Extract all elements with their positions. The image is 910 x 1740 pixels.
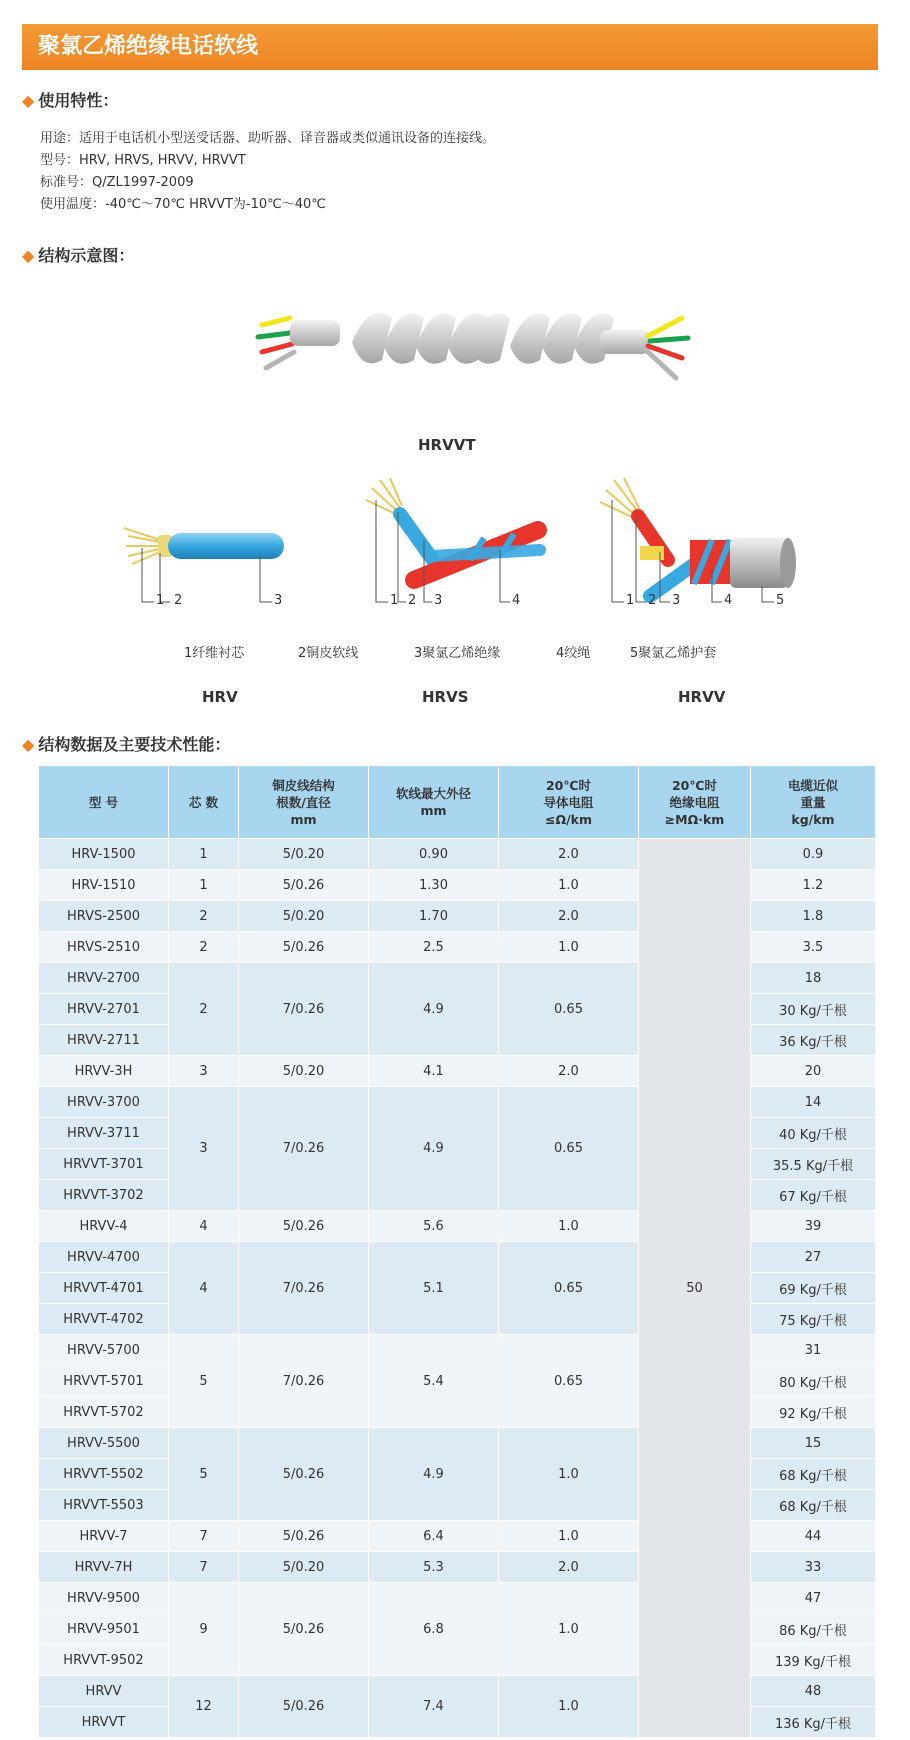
cell-cores: 2 <box>169 901 239 932</box>
cell-diameter: 4.9 <box>369 1087 499 1211</box>
col-structure-header: 铜皮线结构 根数/直径 mm <box>239 766 369 839</box>
callout-4: 4 <box>724 593 733 608</box>
cell-conductor-resistance: 2.0 <box>499 1552 639 1583</box>
cell-weight: 0.9 <box>751 839 876 870</box>
table-row <box>39 963 876 994</box>
cell-conductor-resistance: 1.0 <box>499 1521 639 1552</box>
spec-table-body <box>39 839 876 1738</box>
table-row <box>39 901 876 932</box>
cell-cores: 12 <box>169 1676 239 1738</box>
cell-conductor-resistance: 0.65 <box>499 1242 639 1335</box>
cell-insulation-resistance: 50 <box>639 839 751 1738</box>
cell-weight: 36 Kg/千根 <box>751 1025 876 1056</box>
cell-model: HRVVT-3702 <box>39 1180 169 1211</box>
cell-model: HRVV-3700 <box>39 1087 169 1118</box>
label-hrvv: HRVV <box>678 688 726 706</box>
cell-diameter: 4.1 <box>369 1056 499 1087</box>
table-row <box>39 1428 876 1459</box>
cell-weight: 33 <box>751 1552 876 1583</box>
cell-weight: 48 <box>751 1676 876 1707</box>
cell-cores: 1 <box>169 839 239 870</box>
table-row <box>39 839 876 870</box>
hrvvt-illustration <box>258 313 688 378</box>
label-hrv: HRV <box>202 688 238 706</box>
callout-2: 2 <box>648 593 657 608</box>
cell-structure: 5/0.26 <box>239 870 369 901</box>
legend-twisted-rope: 4绞绳 <box>556 646 591 661</box>
cell-weight: 30 Kg/千根 <box>751 994 876 1025</box>
legend-pvc-insulation: 3聚氯乙烯绝缘 <box>414 646 501 661</box>
diamond-icon: ◆ <box>22 246 35 265</box>
cell-model: HRVVT-5702 <box>39 1397 169 1428</box>
cell-diameter: 5.1 <box>369 1242 499 1335</box>
cell-cores: 3 <box>169 1056 239 1087</box>
cell-model: HRVS-2500 <box>39 901 169 932</box>
cell-weight: 68 Kg/千根 <box>751 1490 876 1521</box>
col-cores-header: 芯 数 <box>169 766 239 839</box>
cell-model: HRVV-2700 <box>39 963 169 994</box>
cell-model: HRVV-9501 <box>39 1614 169 1645</box>
cell-conductor-resistance: 0.65 <box>499 963 639 1056</box>
cell-weight: 92 Kg/千根 <box>751 1397 876 1428</box>
col-model-header: 型 号 <box>39 766 169 839</box>
spec-table <box>38 765 876 1738</box>
callout-4: 4 <box>512 593 521 608</box>
table-row <box>39 1335 876 1366</box>
cell-conductor-resistance: 2.0 <box>499 901 639 932</box>
features-heading-text: 使用特性： <box>38 91 119 110</box>
cell-structure: 5/0.20 <box>239 1552 369 1583</box>
cell-weight: 47 <box>751 1583 876 1614</box>
cell-structure: 5/0.26 <box>239 1583 369 1676</box>
cell-weight: 69 Kg/千根 <box>751 1273 876 1304</box>
cell-cores: 1 <box>169 870 239 901</box>
cell-model: HRVVT-4701 <box>39 1273 169 1304</box>
cell-model: HRVV-7 <box>39 1521 169 1552</box>
cell-structure: 7/0.26 <box>239 1087 369 1211</box>
cell-model: HRVVT <box>39 1707 169 1738</box>
cell-weight: 18 <box>751 963 876 994</box>
table-row <box>39 1521 876 1552</box>
cell-diameter: 0.90 <box>369 839 499 870</box>
table-row <box>39 1552 876 1583</box>
cell-weight: 3.5 <box>751 932 876 963</box>
col-diameter-header: 软线最大外径 mm <box>369 766 499 839</box>
cell-conductor-resistance: 2.0 <box>499 1056 639 1087</box>
callout-5: 5 <box>776 593 785 608</box>
cell-model: HRVVT-4702 <box>39 1304 169 1335</box>
cell-model: HRV-1500 <box>39 839 169 870</box>
cell-weight: 14 <box>751 1087 876 1118</box>
cell-structure: 7/0.26 <box>239 1335 369 1428</box>
cell-weight: 35.5 Kg/千根 <box>751 1149 876 1180</box>
cell-weight: 27 <box>751 1242 876 1273</box>
cell-model: HRVVT-5502 <box>39 1459 169 1490</box>
cell-weight: 139 Kg/千根 <box>751 1645 876 1676</box>
cell-model: HRVS-2510 <box>39 932 169 963</box>
cell-model: HRVV-9500 <box>39 1583 169 1614</box>
table-row <box>39 870 876 901</box>
cell-model: HRVVT-3701 <box>39 1149 169 1180</box>
cell-diameter: 7.4 <box>369 1676 499 1738</box>
cell-weight: 86 Kg/千根 <box>751 1614 876 1645</box>
table-row <box>39 1211 876 1242</box>
cell-cores: 4 <box>169 1242 239 1335</box>
cell-structure: 5/0.26 <box>239 932 369 963</box>
cell-model: HRVVT-5503 <box>39 1490 169 1521</box>
cell-structure: 7/0.26 <box>239 1242 369 1335</box>
callout-3: 3 <box>434 593 443 608</box>
cell-diameter: 5.3 <box>369 1552 499 1583</box>
cell-weight: 68 Kg/千根 <box>751 1459 876 1490</box>
cell-cores: 7 <box>169 1552 239 1583</box>
cell-model: HRVV <box>39 1676 169 1707</box>
cell-conductor-resistance: 1.0 <box>499 870 639 901</box>
cell-weight: 15 <box>751 1428 876 1459</box>
cell-cores: 9 <box>169 1583 239 1676</box>
cell-structure: 5/0.26 <box>239 1428 369 1521</box>
callout-1: 1 <box>156 593 165 608</box>
cell-conductor-resistance: 1.0 <box>499 1211 639 1242</box>
cell-model: HRVV-5500 <box>39 1428 169 1459</box>
cell-diameter: 6.8 <box>369 1583 499 1676</box>
label-hrvs: HRVS <box>422 688 469 706</box>
feature-temperature: 使用温度：-40℃～70℃ HRVVT为-10℃～40℃ <box>40 197 326 212</box>
feature-models: 型号：HRV, HRVS, HRVV, HRVVT <box>40 153 246 168</box>
specs-heading-text: 结构数据及主要技术性能： <box>38 735 231 754</box>
cell-weight: 67 Kg/千根 <box>751 1180 876 1211</box>
page-title: 聚氯乙烯绝缘电话软线 <box>22 24 878 70</box>
cell-structure: 5/0.20 <box>239 901 369 932</box>
cell-weight: 1.2 <box>751 870 876 901</box>
structure-heading-text: 结构示意图： <box>38 246 135 265</box>
table-row <box>39 932 876 963</box>
cell-structure: 5/0.26 <box>239 1676 369 1738</box>
hrvv-illustration <box>600 478 796 596</box>
col-weight-header: 电缆近似 重量 kg/km <box>751 766 876 839</box>
table-row <box>39 1056 876 1087</box>
cell-diameter: 6.4 <box>369 1521 499 1552</box>
cell-diameter: 2.5 <box>369 932 499 963</box>
cell-diameter: 5.4 <box>369 1335 499 1428</box>
cell-model: HRVVT-5701 <box>39 1366 169 1397</box>
callout-1: 1 <box>390 593 399 608</box>
cell-weight: 80 Kg/千根 <box>751 1366 876 1397</box>
label-hrvvt: HRVVT <box>418 436 476 454</box>
cell-cores: 2 <box>169 963 239 1056</box>
cell-weight: 31 <box>751 1335 876 1366</box>
cell-structure: 7/0.26 <box>239 963 369 1056</box>
col-insulation-resistance-header: 20℃时 绝缘电阻 ≥MΩ·km <box>639 766 751 839</box>
cell-diameter: 4.9 <box>369 963 499 1056</box>
callout-3: 3 <box>274 593 283 608</box>
cell-conductor-resistance: 1.0 <box>499 1428 639 1521</box>
cell-diameter: 1.70 <box>369 901 499 932</box>
cell-structure: 5/0.26 <box>239 1521 369 1552</box>
legend-copper-wire: 2铜皮软线 <box>298 646 359 661</box>
cell-structure: 5/0.20 <box>239 839 369 870</box>
table-row <box>39 1676 876 1707</box>
cell-weight: 20 <box>751 1056 876 1087</box>
table-row <box>39 1242 876 1273</box>
callout-3: 3 <box>672 593 681 608</box>
feature-standard: 标准号：Q/ZL1997-2009 <box>40 175 194 190</box>
callout-2: 2 <box>408 593 417 608</box>
cell-conductor-resistance: 1.0 <box>499 932 639 963</box>
cell-model: HRV-1510 <box>39 870 169 901</box>
cell-diameter: 5.6 <box>369 1211 499 1242</box>
table-row <box>39 1583 876 1614</box>
cell-conductor-resistance: 1.0 <box>499 1676 639 1738</box>
cell-model: HRVV-4700 <box>39 1242 169 1273</box>
legend-fiber-core: 1纤维衬芯 <box>184 646 245 661</box>
cell-structure: 5/0.20 <box>239 1056 369 1087</box>
structure-diagram <box>0 0 910 720</box>
cell-model: HRVV-7H <box>39 1552 169 1583</box>
cell-weight: 44 <box>751 1521 876 1552</box>
spec-table-header <box>39 766 876 839</box>
cell-conductor-resistance: 0.65 <box>499 1087 639 1211</box>
cell-weight: 75 Kg/千根 <box>751 1304 876 1335</box>
legend-pvc-sheath: 5聚氯乙烯护套 <box>630 646 717 661</box>
cell-cores: 3 <box>169 1087 239 1211</box>
hrvs-illustration <box>366 478 540 580</box>
cell-weight: 39 <box>751 1211 876 1242</box>
cell-conductor-resistance: 0.65 <box>499 1335 639 1428</box>
table-row <box>39 1087 876 1118</box>
cell-model: HRVV-3711 <box>39 1118 169 1149</box>
col-conductor-resistance-header: 20℃时 导体电阻 ≤Ω/km <box>499 766 639 839</box>
cell-conductor-resistance: 2.0 <box>499 839 639 870</box>
cell-model: HRVVT-9502 <box>39 1645 169 1676</box>
feature-usage: 用途：适用于电话机小型送受话器、助听器、译音器或类似通讯设备的连接线。 <box>40 131 496 146</box>
cell-model: HRVV-2711 <box>39 1025 169 1056</box>
cell-conductor-resistance: 1.0 <box>499 1583 639 1676</box>
cell-model: HRVV-2701 <box>39 994 169 1025</box>
cell-diameter: 4.9 <box>369 1428 499 1521</box>
cell-structure: 5/0.26 <box>239 1211 369 1242</box>
cell-weight: 136 Kg/千根 <box>751 1707 876 1738</box>
cell-diameter: 1.30 <box>369 870 499 901</box>
cell-cores: 5 <box>169 1428 239 1521</box>
cell-cores: 7 <box>169 1521 239 1552</box>
cell-weight: 40 Kg/千根 <box>751 1118 876 1149</box>
specs-heading <box>22 732 230 755</box>
cell-cores: 4 <box>169 1211 239 1242</box>
cell-model: HRVV-3H <box>39 1056 169 1087</box>
diamond-icon: ◆ <box>22 91 35 110</box>
callout-2: 2 <box>174 593 183 608</box>
callout-1: 1 <box>626 593 635 608</box>
cell-weight: 1.8 <box>751 901 876 932</box>
cell-model: HRVV-5700 <box>39 1335 169 1366</box>
diamond-icon: ◆ <box>22 735 35 754</box>
cell-model: HRVV-4 <box>39 1211 169 1242</box>
cell-cores: 2 <box>169 932 239 963</box>
cell-cores: 5 <box>169 1335 239 1428</box>
